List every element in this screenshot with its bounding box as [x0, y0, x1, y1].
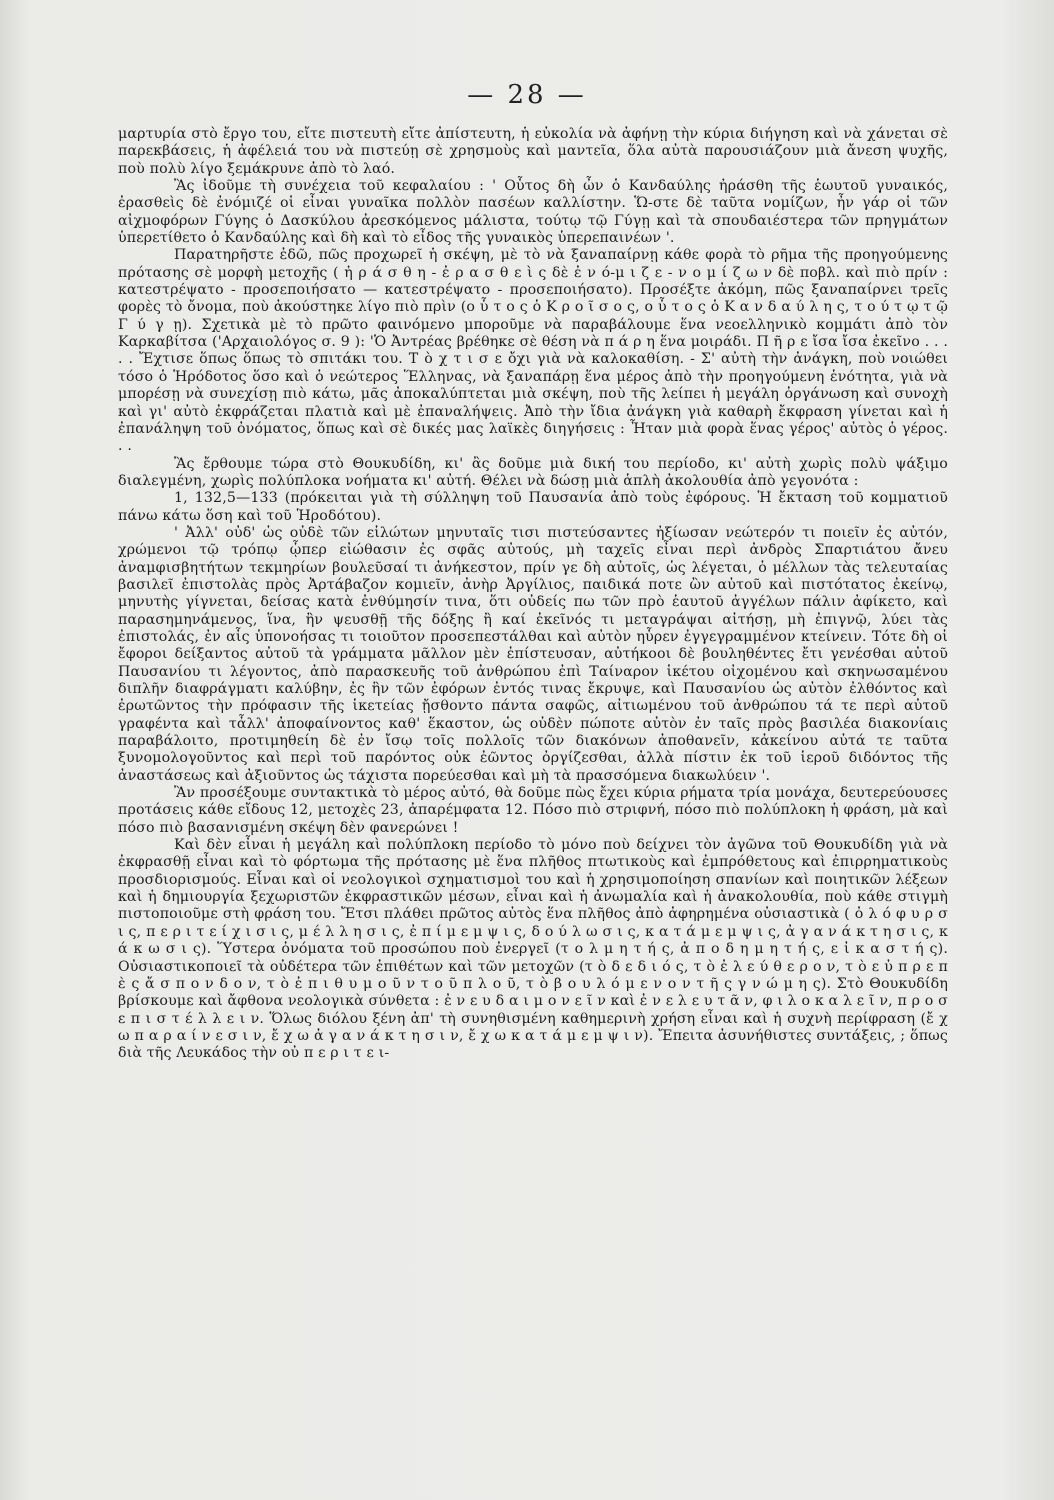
paragraph-2: Ἂς ἰδοῦμε τὴ συνέχεια τοῦ κεφαλαίου : ' Οὗτος δὴ ὦν ὁ Κανδαύλης ἠράσθη τῆς ἑωυτοῦ γυναικός, ἐρασθεὶς δὲ ἐνόμιζέ οἱ εἶναι γυναῖκα πολλὸν πασέων καλλίστην. Ὥ-στε δὲ ταῦτα νομίζων, ἦν γάρ οἱ τῶν αἰχμοφόρων Γύγης ὁ Δασκύλου ἀρεσκόμενος μάλιστα, τούτῳ τῷ Γύγῃ καὶ τὰ σπουδαιέστερα τῶν πρηγμάτων ὑπερετίθετο ὁ Κανδαύλης καὶ δὴ καὶ τὸ εἶδος τῆς γυναικὸς ὑπερεπαινέων '. [118, 178, 948, 247]
paragraph-8: Καὶ δὲν εἶναι ἡ μεγάλη καὶ πολύπλοκη περίοδο τὸ μόνο ποὺ δείχνει τὸν ἀγῶνα τοῦ Θουκυδίδη γιὰ νὰ ἐκφρασθῇ εἶναι καὶ τὸ φόρτωμα τῆς πρότασης μὲ ἕνα πλῆθος πτωτικοὺς καὶ ἐμπρόθετους καὶ ἐπιρρηματικοὺς προσδιορισμούς. Εἶναι καὶ οἱ νεολογικοὶ σχηματισμοὶ του καὶ ἡ χρησιμοποίηση σπανίων καὶ ποιητικῶν λέξεων καὶ ἡ δημιουργία ξεχωριστῶν ἐκφραστικῶν μέσων, εἶναι καὶ ἡ ἀνωμαλία καὶ ἡ ἀνακολουθία, ποὺ κάθε στιγμὴ πιστοποιοῦμε στὴ φράση του. Ἔτσι πλάθει πρῶτος αὐτὸς ἕνα πλῆθος ἀπὸ ἀφηρημένα οὐσιαστικὰ ( ὀ λ ό φ υ ρ σ ι ς, π ε ρ ι τ ε ί χ ι σ ι ς, μ έ λ λ η σ ι ς, ἐ π ί μ ε μ ψ ι ς, δ ο ύ λ ω σ ι ς, κ α τ ά μ ε μ ψ ι ς, ἀ γ α ν ά κ τ η σ ι ς, κ ά κ ω σ ι ς). Ὕστερα ὀνόματα τοῦ προσώπου ποὺ ἐνεργεῖ (τ ο λ μ η τ ή ς, ἀ π ο δ η μ η τ ή ς, ε ἰ κ α σ τ ή ς). Οὐσιαστικοποιεῖ τὰ οὐδέτερα τῶν ἐπιθέτων καὶ τῶν μετοχῶν (τ ὸ δ ε δ ι ό ς, τ ὸ ἐ λ ε ύ θ ε ρ ο ν, τ ὸ ε ὐ π ρ ε π ὲ ς ἄ σ π ο ν δ ο ν, τ ὸ ἐ π ι θ υ μ ο ῦ ν τ ο ῦ π λ ο ῦ, τ ὸ β ο υ λ ό μ ε ν ο ν τ ῆ ς γ ν ώ μ η ς). Στὸ Θουκυδίδη βρίσκουμε καὶ ἄφθονα νεολογικὰ σύνθετα : ἐ ν ε υ δ α ι μ ο ν ε ῖ ν καὶ ἐ ν ε λ ε υ τ ᾶ ν, φ ι λ ο κ α λ ε ῖ ν, π ρ ο σ ε π ι σ τ έ λ λ ε ι ν. Ὅλως διόλου ξένη ἀπ' τὴ συνηθισμένη καθημερινὴ χρήση εἶναι καὶ ἡ συχνὴ περίφραση (ἔ χ ω π α ρ α ί ν ε σ ι ν, ἔ χ ω ἀ γ α ν ά κ τ η σ ι ν, ἔ χ ω κ α τ ά μ ε μ ψ ι ν). Ἔπειτα ἀσυνήθιστες συντάξεις, ; ὅπως διὰ τῆς Λευκάδος τὴν οὐ π ε ρ ι τ ε ι- [118, 837, 948, 1062]
paragraph-3: Παρατηρῆστε ἐδῶ, πῶς προχωρεῖ ἡ σκέψη, μὲ τὸ νὰ ξαναπαίρνῃ κάθε φορὰ τὸ ρῆμα τῆς προηγούμενης πρότασης σὲ μορφὴ μετοχῆς ( ἠ ρ ά σ θ η - ἐ ρ α σ θ ε ὶ ς δὲ ἐ ν ό-μ ι ζ ε - ν ο μ ί ζ ω ν δὲ ποβλ. καὶ πιὸ πρίν : κατεστρέψατο - προσεποιήσατο — κατεστρέψατο - προσεποιήσατο). Προσέξτε ἀκόμη, πῶς ξαναπαίρνει τρεῖς φορὲς τὸ ὄνομα, ποὺ ἀκούστηκε λίγο πιὸ πρὶν (ο ὗ τ ο ς ὁ Κ ρ ο ῖ σ ο ς, ο ὗ τ ο ς ὁ Κ α ν δ α ύ λ η ς, τ ο ύ τ ῳ τ ῷ Γ ύ γ ῃ). Σχετικὰ μὲ τὸ πρῶτο φαινόμενο μποροῦμε νὰ παραβάλουμε ἕνα νεοελληνικὸ κομμάτι ἀπὸ τὸν Καρκαβίτσα ('Αρχαιολόγος σ. 9 ): 'Ὁ Ἀντρέας βρέθηκε σὲ θέση νὰ π ά ρ η ἕνα μοιράδι. Π ῆ ρ ε ἴσα ἴσα ἐκεῖνο . . . . . Ἔχτισε ὅπως ὅπως τὸ σπιτάκι του. Τ ὸ χ τ ι σ ε ὄχι γιὰ νὰ καλοκαθίση. - Σ' αὐτὴ τὴν ἀνάγκη, ποὺ νοιώθει τόσο ὁ Ἡρόδοτος ὅσο καὶ ὁ νεώτερος Ἕλληνας, νὰ ξαναπάρῃ ἕνα μέρος ἀπὸ τὴν προηγούμενη ἑνότητα, γιὰ νὰ μπορέσῃ νὰ συνεχίσῃ πιὸ κάτω, μᾶς ἀποκαλύπτεται μιὰ σκέψη, ποὺ τῆς λείπει ἡ μεγάλη ὀργάνωση καὶ συνοχὴ καὶ γι' αὐτὸ ἐκφράζεται πλατιὰ καὶ μὲ ἐπαναλήψεις. Ἀπὸ τὴν ἴδια ἀνάγκη γιὰ καθαρὴ ἔκφραση γίνεται καὶ ἡ ἐπανάληψη τοῦ ὀνόματος, ὅπως καὶ σὲ δικές μας λαϊκὲς διηγήσεις : Ἦταν μιὰ φορὰ ἕνας γέρος' αὐτὸς ὁ γέρος. . . [118, 247, 948, 455]
page-number: — 28 — [467, 80, 587, 110]
paragraph-4: Ἂς ἔρθουμε τώρα στὸ Θουκυδίδη, κι' ἂς δοῦμε μιὰ δική του περίοδο, κι' αὐτὴ χωρὶς πολὺ ψάξιμο διαλεγμένη, χωρὶς πολύπλοκα νοήματα κι' αὐτή. Θέλει νὰ δώσῃ μιὰ ἁπλὴ ἀκολουθία ἀπὸ γεγονότα : [118, 455, 948, 489]
paragraph-quote: ' Ἀλλ' οὐδ' ὡς οὐδὲ τῶν εἱλώτων μηνυταῖς τισι πιστεύσαντες ἠξίωσαν νεώτερόν τι ποιεῖν ἐς αὐτόν, χρώμενοι τῷ τρόπῳ ᾧπερ εἰώθασιν ἐς σφᾶς αὐτούς, μὴ ταχεῖς εἶναι περὶ ἀνδρὸς Σπαρτιάτου ἄνευ ἀναμφισβητήτων τεκμηρίων βουλεῦσαί τι ἀνήκεστον, πρίν γε δὴ αὐτοῖς, ὡς λέγεται, ὁ μέλλων τὰς τελευταίας βασιλεῖ ἐπιστολὰς πρὸς Ἀρτάβαζον κομιεῖν, ἀνὴρ Ἀργίλιος, παιδικά ποτε ὢν αὐτοῦ καὶ πιστότατος ἐκείνῳ, μηνυτὴς γίγνεται, δείσας κατὰ ἐνθύμησίν τινα, ὅτι οὐδείς πω τῶν πρὸ ἑαυτοῦ ἀγγέλων πάλιν ἀφίκετο, καὶ παρασημηνάμενος, ἵνα, ἢν ψευσθῇ τῆς δόξης ἢ καί ἐκεῖνός τι μεταγράψαι αἰτήσῃ, μὴ ἐπιγνῷ, λύει τὰς ἐπιστολάς, ἐν αἷς ὑπονοήσας τι τοιοῦτον προσεπεστάλθαι καὶ αὐτὸν ηὗρεν ἐγγεγραμμένον κτείνειν. Τότε δὴ οἱ ἔφοροι δείξαντος αὐτοῦ τὰ γράμματα μᾶλλον μὲν ἐπίστευσαν, αὐτήκοοι δὲ βουληθέντες ἔτι γενέσθαι αὐτοῦ Παυσανίου τι λέγοντος, ἀπὸ παρασκευῆς τοῦ ἀνθρώπου ἐπὶ Ταίναρον ἱκέτου οἰχομένου καὶ σκηνωσαμένου διπλῆν διαφράγματι καλύβην, ἐς ἣν τῶν ἐφόρων ἐντός τινας ἔκρυψε, καὶ Παυσανίου ὡς αὐτὸν ἐλθόντος καὶ ἐρωτῶντος τὴν πρόφασιν τῆς ἱκετείας ᾔσθοντο πάντα σαφῶς, αἰτιωμένου τοῦ ἀνθρώπου τά τε περὶ αὐτοῦ γραφέντα καὶ τἆλλ' ἀποφαίνοντος καθ' ἕκαστον, ὡς οὐδὲν πώποτε αὐτὸν ἐν ταῖς πρὸς βασιλέα διακονίαις παραβάλοιτο, προτιμηθείη δὲ ἐν ἴσῳ τοῖς πολλοῖς τῶν διακόνων ἀποθανεῖν, κἀκείνου αὐτά τε ταῦτα ξυνομολογοῦντος καὶ περὶ τοῦ παρόντος οὐκ ἐῶντος ὀργίζεσθαι, ἀλλὰ πίστιν ἐκ τοῦ ἱεροῦ διδόντος τῆς ἀναστάσεως καὶ ἀξιοῦντος ὡς τάχιστα πορεύεσθαι καὶ μὴ τὰ πρασσόμενα διακωλύειν '. [118, 524, 948, 784]
body-text [118, 126, 948, 1063]
paragraph-1: μαρτυρία στὸ ἔργο του, εἴτε πιστευτὴ εἴτε ἀπίστευτη, ἡ εὐκολία νὰ ἀφήνῃ τὴν κύρια διήγηση καὶ νὰ χάνεται σὲ παρεκβάσεις, ἡ ἀφέλειά του νὰ πιστεύῃ σὲ χρησμοὺς καὶ μαντεῖα, ὅλα αὐτὰ παρουσιάζουν μιὰ ἄνεση ψυχῆς, ποὺ πολὺ λίγο ξεμάκρυνε ἀπὸ τὸ λαό. [118, 126, 948, 177]
paragraph-7: Ἂν προσέξουμε συντακτικὰ τὸ μέρος αὐτό, θὰ δοῦμε πὼς ἔχει κύρια ρήματα τρία μονάχα, δευτερεύουσες προτάσεις κάθε εἴδους 12, μετοχὲς 23, ἀπαρέμφατα 12. Πόσο πιὸ στριφνή, πόσο πιὸ πολύπλοκη ἡ φράση, μὰ καὶ πόσο πιὸ βασανισμένη σκέψη δὲν φανερώνει ! [118, 785, 948, 836]
paragraph-5: 1, 132,5—133 (πρόκειται γιὰ τὴ σύλληψη τοῦ Παυσανία ἀπὸ τοὺς ἐφόρους. Ἡ ἔκταση τοῦ κομματιοῦ πάνω κάτω ὅση καὶ τοῦ Ἡροδότου). [118, 490, 948, 524]
